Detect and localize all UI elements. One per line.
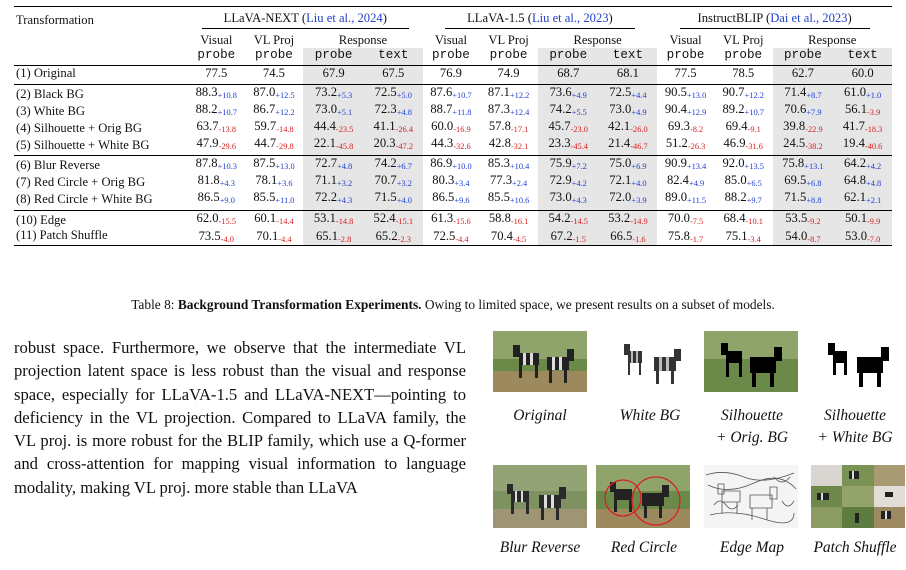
delta-value: -22.9 <box>805 124 823 134</box>
delta-value: -29.6 <box>218 141 237 151</box>
delta-value: -15.6 <box>453 216 471 226</box>
delta-value: -18.3 <box>864 124 883 134</box>
delta-value: +13.4 <box>686 162 707 172</box>
delta-value: +4.9 <box>688 179 705 189</box>
body-paragraph: robust space. Furthermore, we observe that the intermediate VL projection latent space is less robust than the visual and response space, especially for LLaVA-1.5 and LLaVA-NEXT—pointing to deficiency in the VL projection. Compared to LLaVA family, the VL proj. is more robust for the BLIP family, which use a Q-former and cross-attention for mapping visual information to language modality, making VL proj. more stable than LLaVA <box>14 338 466 497</box>
delta-value: +5.0 <box>396 91 412 101</box>
delta-value: +13.5 <box>744 162 764 172</box>
delta-value: +12.4 <box>509 107 530 117</box>
table-cell: 85.0+6.5 <box>724 173 762 189</box>
table-cell: 22.1-45.8 <box>303 136 364 156</box>
table-cell: 60.0-16.9 <box>431 118 471 134</box>
delta-value: -46.7 <box>630 141 648 151</box>
col-subhead-probe: probe <box>773 48 834 66</box>
table-cell: 72.5+5.0 <box>364 85 423 102</box>
table-cell: 69.3-8.2 <box>667 118 704 134</box>
delta-value: +4.9 <box>631 107 647 117</box>
delta-value: +7.2 <box>571 162 587 172</box>
row-label: (10) Edge <box>14 210 188 227</box>
col-head-vl-proj: VL Proj <box>253 32 295 47</box>
table-cell: 87.5+13.0 <box>245 156 304 173</box>
table-cell: 85.3+10.4 <box>479 156 538 173</box>
table-cell: 70.7+3.2 <box>364 173 423 190</box>
table-cell: 68.7 <box>538 66 599 85</box>
table-cell: 87.6+10.7 <box>423 85 480 102</box>
row-label: (1) Original <box>16 66 76 81</box>
table-cell: 86.9+10.0 <box>423 156 480 173</box>
delta-value: -10.1 <box>745 216 763 226</box>
table-cell: 78.5 <box>732 66 755 81</box>
table-cell: 47.9-29.6 <box>196 135 237 151</box>
delta-value: -14.9 <box>630 216 648 226</box>
table-cell: 82.4+4.9 <box>666 173 705 189</box>
col-head-visual: Visual <box>200 32 233 47</box>
delta-value: +12.2 <box>275 107 295 117</box>
table-cell: 85.5+11.0 <box>253 189 295 205</box>
results-table <box>14 6 892 246</box>
fig-patch-shuffle-image <box>811 465 905 528</box>
citation-link[interactable]: Liu et al., 2024 <box>306 11 383 25</box>
delta-value: +4.3 <box>337 195 353 205</box>
table-row <box>14 190 892 210</box>
table-cell: 73.0+4.9 <box>599 102 658 119</box>
table-cell: 62.7 <box>773 66 834 85</box>
col-head-vl-proj: VL Proj <box>488 32 529 47</box>
col-subhead-probe: probe <box>303 48 364 66</box>
table-cell: 50.1-9.9 <box>833 210 892 227</box>
table-row <box>14 85 892 102</box>
delta-value: +9.6 <box>454 195 470 205</box>
fig-label-red-circle: Red Circle <box>610 539 678 556</box>
delta-value: -3.9 <box>867 107 881 117</box>
table-cell: 61.3-15.6 <box>423 210 480 227</box>
table-cell: 70.1-4.4 <box>245 228 304 246</box>
table-cell: 71.5+4.0 <box>364 190 423 210</box>
table-cell: 73.5-4.0 <box>188 228 245 246</box>
table-cell: 88.3+10.8 <box>188 85 245 102</box>
table-cell: 90.7+12.2 <box>714 85 773 102</box>
table-row <box>14 210 892 227</box>
table-row <box>14 136 892 156</box>
table-cell: 61.0+1.0 <box>833 85 892 102</box>
table-cell: 53.2-14.9 <box>599 210 658 227</box>
delta-value: +6.7 <box>396 162 412 172</box>
table-cell: 86.7+12.2 <box>253 101 295 117</box>
delta-value: -29.8 <box>276 141 294 151</box>
delta-value: +10.7 <box>744 107 764 117</box>
delta-value: -32.6 <box>453 141 471 151</box>
table-cell: 76.9 <box>439 66 462 81</box>
table-cell: 67.5 <box>364 66 423 85</box>
delta-value: +5.5 <box>571 107 587 117</box>
delta-value: +3.2 <box>396 179 412 189</box>
delta-value: -26.0 <box>630 124 648 134</box>
delta-value: -7.5 <box>689 216 704 226</box>
delta-value: +4.2 <box>866 162 882 172</box>
table-cell: 63.7-13.8 <box>196 118 237 134</box>
table-cell: 89.0+11.5 <box>665 189 707 205</box>
row-label: (7) Red Circle + Orig BG <box>16 175 146 190</box>
delta-value: -14.8 <box>276 124 294 134</box>
table-cell: 24.5-38.2 <box>773 136 834 156</box>
col-subhead-text: text <box>599 48 658 66</box>
table-cell: 54.2-14.5 <box>538 210 599 227</box>
table-cell: 80.3+3.4 <box>432 173 470 189</box>
table-cell: 72.5-4.4 <box>423 228 480 246</box>
delta-value: -4.4 <box>278 234 292 244</box>
table-cell: 44.3-32.6 <box>431 135 471 151</box>
delta-value: -15.1 <box>395 216 414 226</box>
column-subheader-row <box>14 48 892 66</box>
delta-value: -4.5 <box>512 234 527 244</box>
table-cell: 73.0+4.3 <box>538 190 599 210</box>
fig-blur-reverse-image <box>493 465 587 528</box>
row-label: (6) Blur Reverse <box>14 156 188 173</box>
delta-value: +6.9 <box>631 162 647 172</box>
fig-original-image <box>493 331 587 392</box>
delta-value: +8.8 <box>806 195 822 205</box>
table-cell: 68.1 <box>599 66 658 85</box>
table-cell: 69.4-9.1 <box>725 118 761 134</box>
table-cell: 73.2+5.3 <box>303 85 364 102</box>
delta-value: -26.3 <box>687 141 706 151</box>
fig-label-patch-shuffle: Patch Shuffle <box>813 539 897 556</box>
delta-value: -23.0 <box>570 124 588 134</box>
row-label: (8) Red Circle + White BG <box>16 191 153 206</box>
table-cell: 87.3+12.4 <box>487 101 530 117</box>
table-cell: 21.4-46.7 <box>599 136 658 156</box>
table-cell: 60.0 <box>833 66 892 85</box>
table-cell: 53.5-9.2 <box>773 210 834 227</box>
table-cell: 75.9+7.2 <box>538 156 599 173</box>
table-cell: 77.5 <box>205 66 228 81</box>
delta-value: +13.1 <box>804 162 824 172</box>
delta-value: +9.7 <box>746 195 762 205</box>
table-cell: 72.2+4.3 <box>303 190 364 210</box>
table-cell: 59.7-14.8 <box>254 118 294 134</box>
delta-value: -17.1 <box>510 124 529 134</box>
delta-value: -16.9 <box>453 124 471 134</box>
table-row <box>14 228 892 246</box>
table-cell: 20.3-47.2 <box>364 136 423 156</box>
delta-value: -14.4 <box>276 216 294 226</box>
delta-value: +3.6 <box>277 179 293 189</box>
table-caption: Table 8: Background Transformation Experiments. Owing to limited space, we present results on a subset of models. <box>131 297 775 312</box>
fig-silhouette-orig-bg-image <box>704 331 798 392</box>
table-cell: 62.1+2.1 <box>833 190 892 210</box>
delta-value: +12.9 <box>686 107 707 117</box>
table-cell: 77.3+2.4 <box>489 173 528 189</box>
col-subhead-probe: probe <box>245 48 304 66</box>
table-cell: 52.4-15.1 <box>364 210 423 227</box>
col-head-visual: Visual <box>434 32 467 47</box>
table-cell: 60.1-14.4 <box>245 210 304 227</box>
row-label: (2) Black BG <box>14 85 188 102</box>
col-subhead-probe: probe <box>479 48 538 66</box>
delta-value: -31.6 <box>745 141 763 151</box>
delta-value: +6.8 <box>806 179 822 189</box>
table-cell: 73.6+4.9 <box>538 85 599 102</box>
table-cell: 81.8+4.3 <box>197 173 235 189</box>
fig-label-edge-map: Edge Map <box>719 539 785 556</box>
delta-value: +11.8 <box>452 107 472 117</box>
delta-value: +5.1 <box>337 107 353 117</box>
table-row <box>14 102 892 119</box>
table-cell: 39.8-22.9 <box>773 119 834 136</box>
col-subhead-text: text <box>364 48 423 66</box>
delta-value: +10.0 <box>452 162 472 172</box>
table-cell: 72.1+4.0 <box>599 173 658 190</box>
table-cell: 69.5+6.8 <box>773 173 834 190</box>
delta-value: -4.4 <box>455 234 469 244</box>
delta-value: +4.8 <box>866 179 882 189</box>
table-cell: 62.0-15.5 <box>188 210 245 227</box>
delta-value: -9.1 <box>747 124 761 134</box>
table-cell: 56.1-3.9 <box>833 102 892 119</box>
table-cell: 75.8-1.7 <box>657 228 714 246</box>
delta-value: +4.0 <box>631 179 647 189</box>
table-cell: 85.5+10.6 <box>487 189 530 205</box>
table-cell: 70.0-7.5 <box>657 210 714 227</box>
delta-value: +13.0 <box>275 162 295 172</box>
col-head-response: Response <box>573 32 622 47</box>
table-cell: 89.2+10.7 <box>722 101 764 117</box>
delta-value: -8.7 <box>807 234 821 244</box>
table-cell: 68.4-10.1 <box>714 210 773 227</box>
delta-value: +10.4 <box>509 162 530 172</box>
col-subhead-probe: probe <box>657 48 714 66</box>
delta-value: -14.5 <box>570 216 588 226</box>
delta-value: +11.5 <box>687 195 707 205</box>
table-cell: 72.0+3.9 <box>599 190 658 210</box>
table-cell: 87.0+12.5 <box>245 85 304 102</box>
table-cell: 72.3+4.8 <box>364 102 423 119</box>
table-row <box>14 119 892 136</box>
delta-value: -45.8 <box>335 141 354 151</box>
table-cell: 78.1+3.6 <box>255 173 293 189</box>
table-cell: 72.7+4.8 <box>303 156 364 173</box>
table-cell: 44.4-23.5 <box>303 119 364 136</box>
table-cell: 44.7-29.8 <box>254 135 294 151</box>
fig-red-circle-image <box>596 465 690 528</box>
delta-value: +10.6 <box>509 195 530 205</box>
fig-label-silhouette-white-bg: Silhouette + White BG <box>817 407 893 446</box>
table-cell: 86.5+9.6 <box>432 189 470 205</box>
delta-value: +12.2 <box>509 91 530 101</box>
table-cell: 88.2+9.7 <box>724 189 762 205</box>
table-cell: 75.8+13.1 <box>773 156 834 173</box>
row-label: (4) Silhouette + Orig BG <box>16 120 143 135</box>
col-subhead-probe: probe <box>423 48 480 66</box>
table-cell: 72.5+4.4 <box>599 85 658 102</box>
col-head-response: Response <box>808 32 857 47</box>
table-cell: 46.9-31.6 <box>723 135 763 151</box>
fig-label-white-bg: White BG <box>619 407 681 424</box>
delta-value: -45.4 <box>570 141 588 151</box>
fig-white-bg-image <box>604 331 698 392</box>
table-cell: 19.4-40.6 <box>833 136 892 156</box>
col-head-visual: Visual <box>669 32 702 47</box>
fig-label-original: Original <box>513 407 567 424</box>
table-cell: 53.0-7.0 <box>833 228 892 246</box>
delta-value: +1.0 <box>866 91 882 101</box>
table-cell: 72.9+4.2 <box>538 173 599 190</box>
delta-value: +4.9 <box>571 91 587 101</box>
delta-value: -3.4 <box>747 234 761 244</box>
fig-label-blur-reverse: Blur Reverse <box>499 539 581 556</box>
table-cell: 57.8-17.1 <box>488 118 529 134</box>
table-cell: 90.4+12.9 <box>664 101 707 117</box>
table-cell: 58.8-16.1 <box>479 210 538 227</box>
delta-value: -1.5 <box>572 234 586 244</box>
table-cell: 53.1-14.8 <box>303 210 364 227</box>
delta-value: +4.8 <box>396 107 412 117</box>
row-label: (11) Patch Shuffle <box>14 228 188 246</box>
delta-value: +10.7 <box>452 91 472 101</box>
delta-value: -8.2 <box>689 124 704 134</box>
table-cell: 41.1-26.4 <box>364 119 423 136</box>
table-row <box>14 66 892 85</box>
col-subhead-text: text <box>833 48 892 66</box>
delta-value: +3.4 <box>454 179 470 189</box>
delta-value: +2.1 <box>866 195 882 205</box>
table-cell: 75.0+6.9 <box>599 156 658 173</box>
col-head-response: Response <box>338 32 388 47</box>
table-cell: 65.2-2.3 <box>364 228 423 246</box>
table-row <box>14 156 892 173</box>
table-cell: 71.5+8.8 <box>773 190 834 210</box>
delta-value: -15.5 <box>218 216 237 226</box>
delta-value: +4.8 <box>337 162 353 172</box>
col-subhead-probe: probe <box>188 48 245 66</box>
table-cell: 77.5 <box>674 66 697 81</box>
delta-value: +4.0 <box>396 195 412 205</box>
table-cell: 73.0+5.1 <box>303 102 364 119</box>
table-cell: 23.3-45.4 <box>538 136 599 156</box>
delta-value: -26.4 <box>395 124 414 134</box>
delta-value: -9.2 <box>807 216 821 226</box>
table-cell: 70.4-4.5 <box>479 228 538 246</box>
table-cell: 74.9 <box>497 66 520 81</box>
fig-label-silhouette-orig-bg: Silhouette + Orig. BG <box>715 407 789 446</box>
delta-value: +4.4 <box>631 91 647 101</box>
delta-value: +10.8 <box>217 91 237 101</box>
delta-value: -1.7 <box>689 234 704 244</box>
row-label: (3) White BG <box>16 103 86 118</box>
delta-value: -14.8 <box>335 216 354 226</box>
table-cell: 45.7-23.0 <box>538 119 599 136</box>
delta-value: -2.3 <box>397 234 411 244</box>
delta-value: +6.5 <box>746 179 762 189</box>
delta-value: -7.0 <box>867 234 881 244</box>
delta-value: -32.1 <box>510 141 529 151</box>
delta-value: -2.8 <box>338 234 352 244</box>
fig-silhouette-white-bg-image <box>811 331 905 392</box>
table-cell: 92.0+13.5 <box>714 156 773 173</box>
delta-value: -16.1 <box>510 216 529 226</box>
fig-edge-map-image <box>704 465 798 528</box>
table-cell: 86.5+9.0 <box>197 189 235 205</box>
table-cell: 66.5-1.6 <box>599 228 658 246</box>
citation-link[interactable]: Liu et al., 2023 <box>531 11 609 25</box>
table-cell: 65.1-2.8 <box>303 228 364 246</box>
col-subhead-probe: probe <box>538 48 599 66</box>
delta-value: +12.2 <box>744 91 764 101</box>
delta-value: +11.0 <box>275 195 295 205</box>
delta-value: +8.7 <box>806 91 822 101</box>
delta-value: -1.6 <box>632 234 646 244</box>
delta-value: +12.5 <box>275 91 295 101</box>
table-cell: 42.8-32.1 <box>488 135 529 151</box>
delta-value: -23.5 <box>335 124 354 134</box>
delta-value: +2.4 <box>512 179 528 189</box>
table-cell: 87.8+10.3 <box>188 156 245 173</box>
delta-value: -13.8 <box>218 124 237 134</box>
table-cell: 88.7+11.8 <box>430 101 472 117</box>
table-cell: 74.5 <box>262 66 285 81</box>
model-header-llava-15: LLaVA-1.5 (Liu et al., 2023) <box>423 7 658 29</box>
model-header-llava-next: LLaVA-NEXT (Liu et al., 2024) <box>188 7 423 29</box>
table-cell: 88.2+10.7 <box>195 101 237 117</box>
delta-value: -40.6 <box>864 141 883 151</box>
table-cell: 67.9 <box>303 66 364 85</box>
delta-value: +3.2 <box>337 179 353 189</box>
table-cell: 64.8+4.8 <box>833 173 892 190</box>
delta-value: +10.7 <box>217 107 237 117</box>
table-cell: 70.6+7.9 <box>773 102 834 119</box>
delta-value: +13.0 <box>686 91 707 101</box>
delta-value: +4.2 <box>571 179 587 189</box>
delta-value: -38.2 <box>805 141 823 151</box>
delta-value: +3.9 <box>631 195 647 205</box>
table-cell: 41.7-18.3 <box>833 119 892 136</box>
delta-value: +4.3 <box>219 179 235 189</box>
table-cell: 74.2+5.5 <box>538 102 599 119</box>
citation-link[interactable]: Dai et al., 2023 <box>770 11 848 25</box>
col-head-vl-proj: VL Proj <box>722 32 764 47</box>
table-cell: 71.4+8.7 <box>773 85 834 102</box>
delta-value: -47.2 <box>395 141 414 151</box>
delta-value: +4.3 <box>571 195 587 205</box>
row-label: (5) Silhouette + White BG <box>16 137 150 152</box>
table-row <box>14 173 892 190</box>
table-cell: 64.2+4.2 <box>833 156 892 173</box>
delta-value: -4.0 <box>220 234 234 244</box>
table-cell: 51.2-26.3 <box>665 135 706 151</box>
delta-value: -9.9 <box>867 216 881 226</box>
col-subhead-probe: probe <box>714 48 773 66</box>
table-cell: 71.1+3.2 <box>303 173 364 190</box>
column-header-row <box>14 29 892 48</box>
table-cell: 42.1-26.0 <box>599 119 658 136</box>
delta-value: +5.3 <box>337 91 353 101</box>
delta-value: +9.0 <box>219 195 235 205</box>
table-cell: 90.9+13.4 <box>657 156 714 173</box>
delta-value: +10.3 <box>217 162 237 172</box>
table-cell: 74.2+6.7 <box>364 156 423 173</box>
corner-header: Transformation <box>14 7 188 29</box>
table-cell: 90.5+13.0 <box>657 85 714 102</box>
table-cell: 54.0-8.7 <box>773 228 834 246</box>
table-cell: 87.1+12.2 <box>479 85 538 102</box>
delta-value: +7.9 <box>806 107 822 117</box>
table-cell: 75.1-3.4 <box>714 228 773 246</box>
table-cell: 67.2-1.5 <box>538 228 599 246</box>
model-header-instructblip: InstructBLIP (Dai et al., 2023) <box>657 7 892 29</box>
